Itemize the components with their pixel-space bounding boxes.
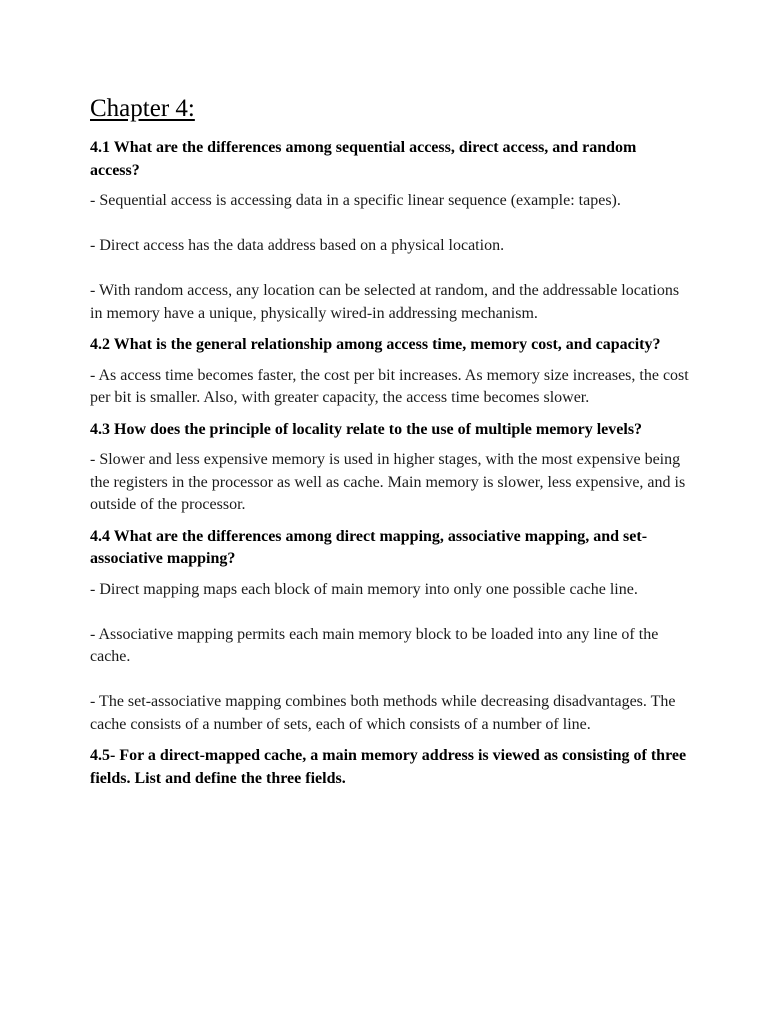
answer-sequential-access: - Sequential access is accessing data in a specific linear sequence (example: tapes).	[90, 192, 621, 209]
answer-direct-access: - Direct access has the data address based on a physical location.	[90, 237, 505, 254]
chapter-title: Chapter 4:	[90, 95, 195, 122]
answer-random-access: - With random access, any location can be selected at random, and the addressable locations in memory have a unique, physically wired-in addressing mechanism.	[90, 282, 680, 322]
question-4-3: 4.3 How does the principle of locality relate to the use of multiple memory levels?	[90, 420, 643, 438]
document-page	[90, 92, 690, 798]
answer-associative-mapping: - Associative mapping permits each main memory block to be loaded into any line of the cache.	[90, 625, 659, 665]
question-4-5: 4.5- For a direct-mapped cache, a main memory address is viewed as consisting of three fields. List and define the three fields.	[90, 747, 687, 787]
question-4-4: 4.4 What are the differences among direct mapping, associative mapping, and set-associative mapping?	[90, 527, 648, 567]
question-4-2: 4.2 What is the general relationship among access time, memory cost, and capacity?	[90, 336, 661, 353]
question-4-1: 4.1 What are the differences among sequential access, direct access, and random access?	[90, 139, 637, 179]
answer-locality: - Slower and less expensive memory is used in higher stages, with the most expensive being the registers in the processor as well as cache. Main memory is slower, less expensive, and is outside of the processor.	[90, 451, 686, 513]
answer-set-associative-mapping: - The set-associative mapping combines both methods while decreasing disadvantages. The cache consists of a number of sets, each of which consists of a number of line.	[90, 693, 676, 733]
answer-access-time-cost-capacity: - As access time becomes faster, the cost per bit increases. As memory size increases, the cost per bit is smaller. Also, with greater capacity, the access time becomes slower.	[90, 366, 689, 406]
answer-direct-mapping: - Direct mapping maps each block of main memory into only one possible cache line.	[90, 580, 638, 598]
